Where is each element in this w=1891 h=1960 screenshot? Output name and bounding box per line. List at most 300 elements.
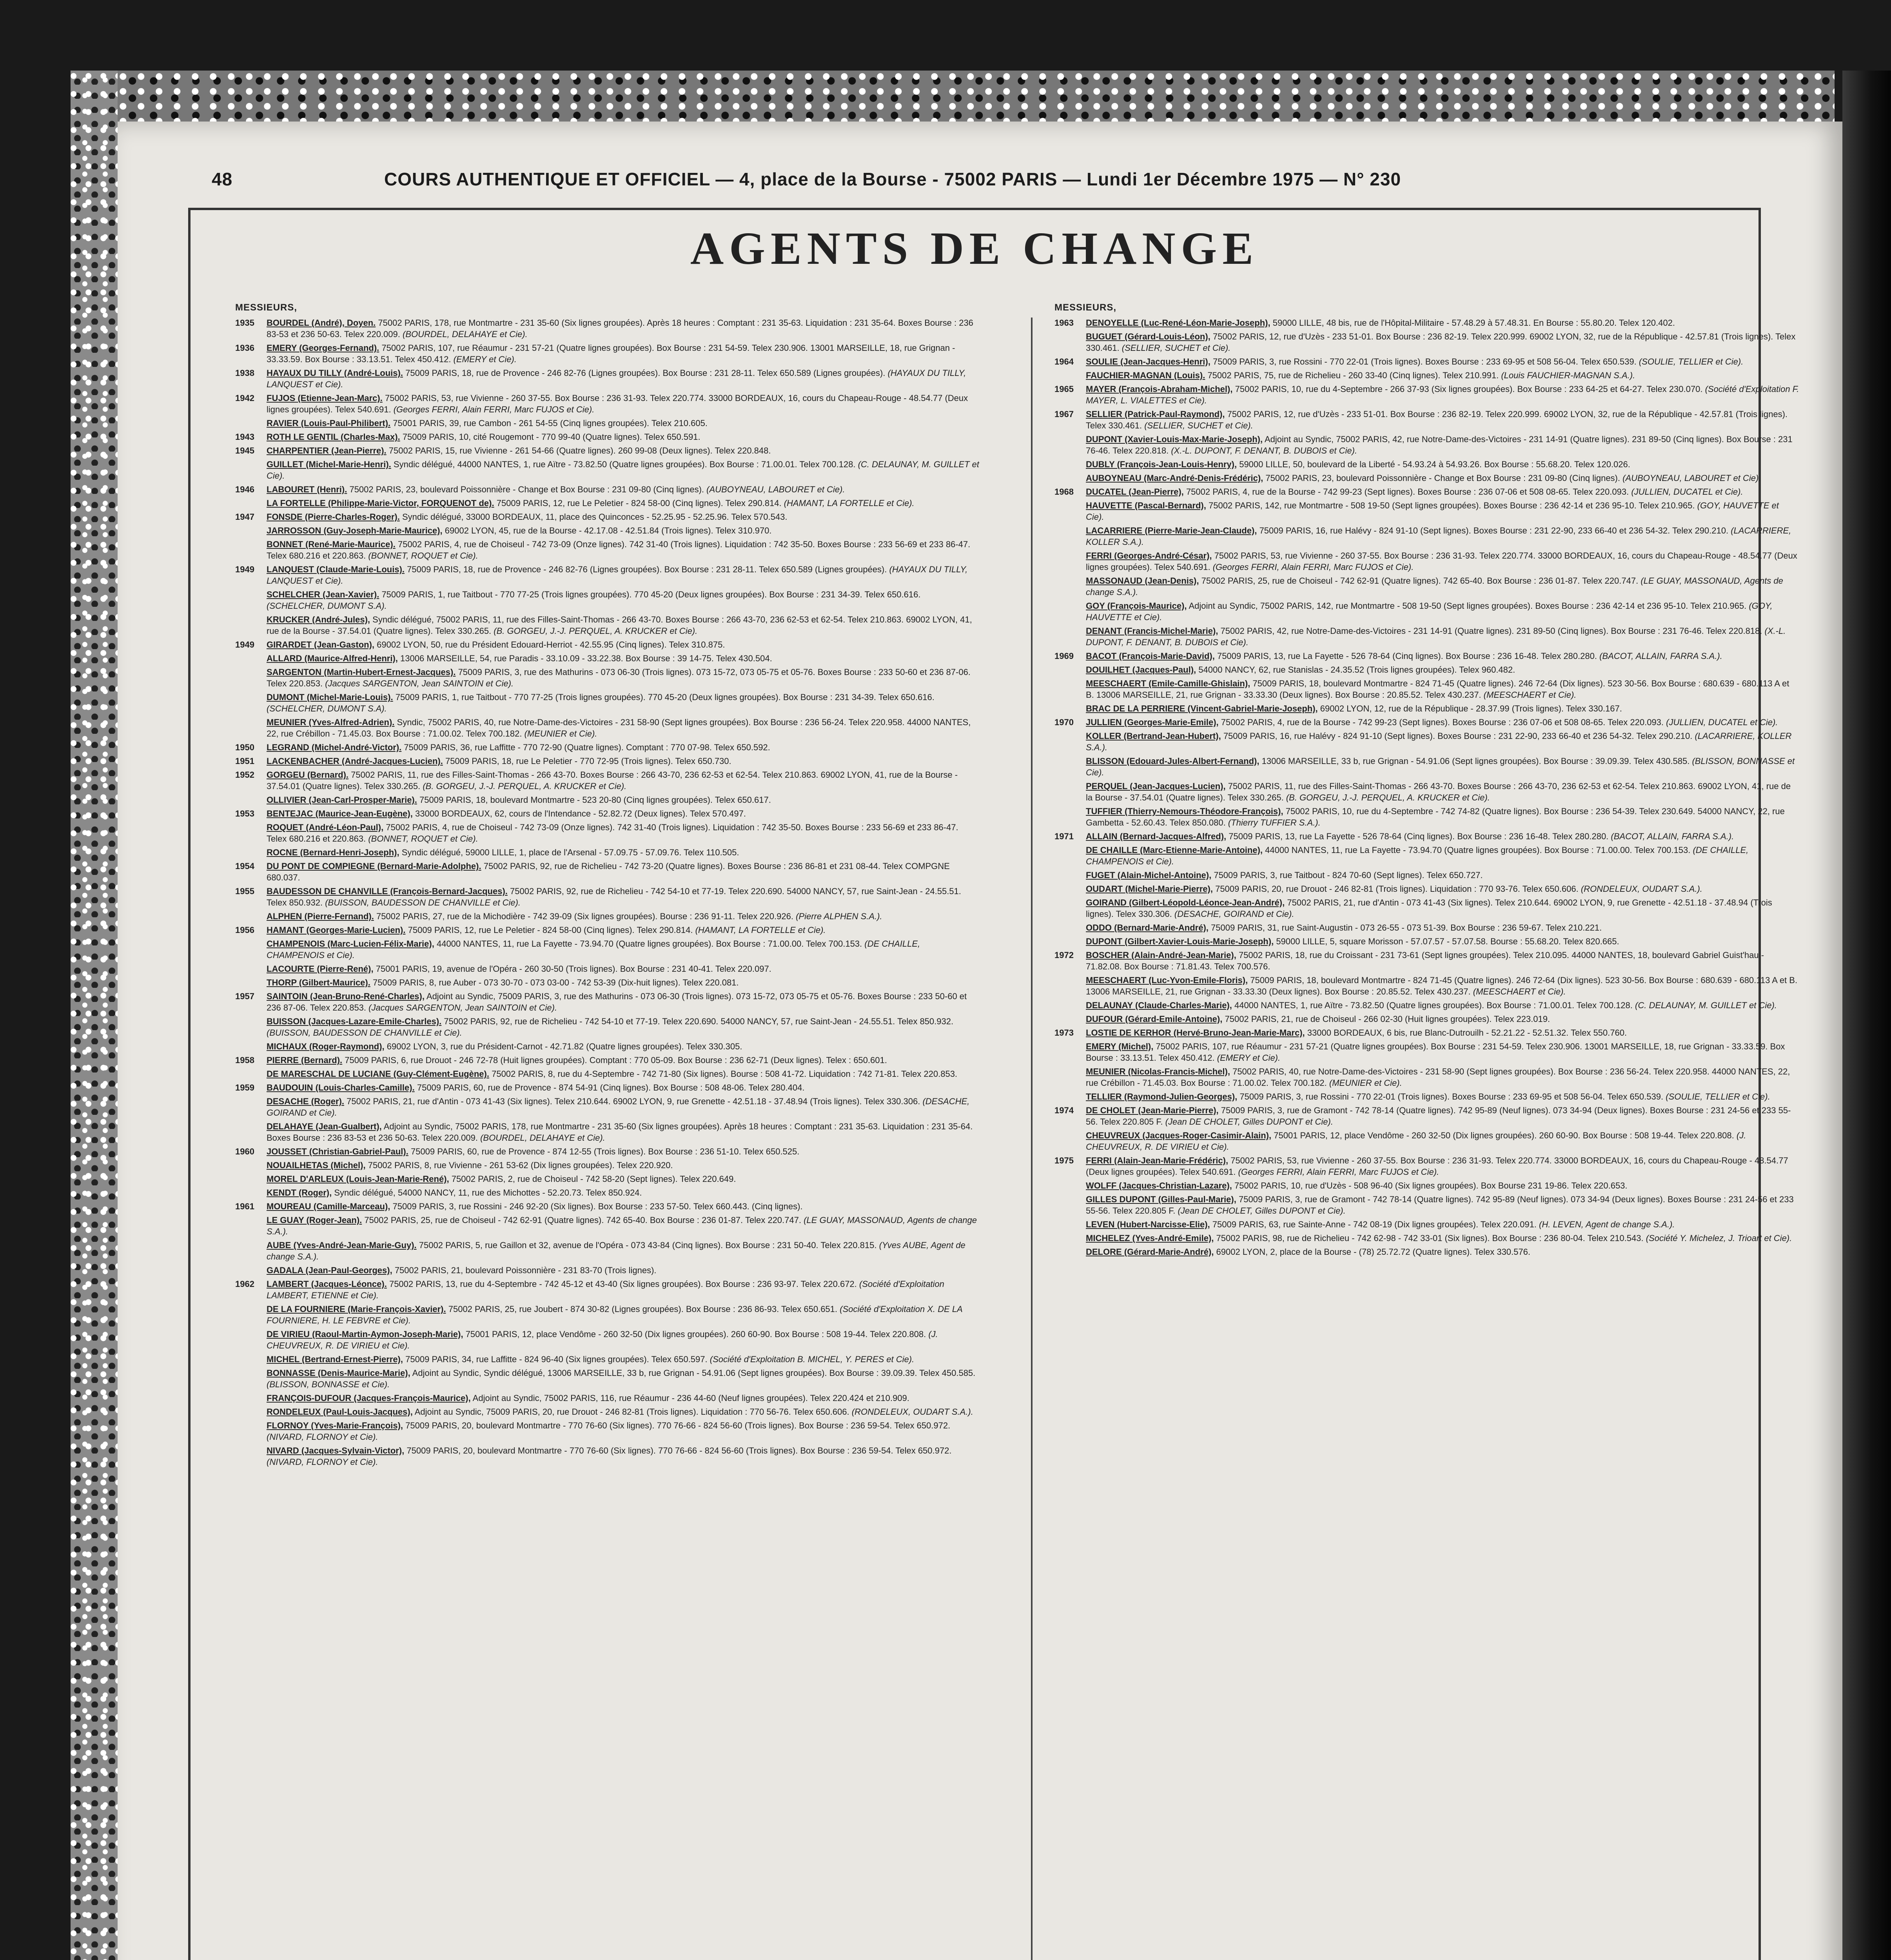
agent-details: 75009 PARIS, 18, boulevard Montmartre - 523 20-80 (Cinq lignes groupées). Telex 650.617.: [419, 795, 771, 805]
firm-name: (BLISSON, BONNASSE et Cie).: [1086, 756, 1795, 777]
agent-name: FONSDE (Pierre-Charles-Roger).: [267, 512, 400, 522]
agent-entry: [235, 977, 980, 988]
agent-entry: [1054, 459, 1799, 470]
agent-name: GORGEU (Bernard).: [267, 770, 349, 780]
agent-details: 75009 PARIS, 12, rue Le Peletier - 824 58-00 (Cinq lignes). Telex 290.814.: [496, 498, 782, 508]
agent-entry: [235, 1041, 980, 1052]
agent-name: GOY (François-Maurice),: [1086, 601, 1187, 611]
admission-year: 1949: [235, 564, 254, 574]
agent-details: 75009 PARIS, 34, rue Laffitte - 824 96-40 (Six lignes groupées). Telex 650.597.: [405, 1354, 708, 1364]
agent-name: MOUREAU (Camille-Marceau),: [267, 1201, 390, 1211]
agent-entry: [235, 317, 980, 340]
agent-entry: [235, 1054, 980, 1066]
agent-details: 75002 PARIS, 10, rue d'Uzès - 508 96-40 (Six lignes groupées). Box Bourse 231 19-86. Telex 220.653.: [1234, 1181, 1628, 1191]
firm-name: (Jean DE CHOLET, Gilles DUPONT et Cie).: [1165, 1117, 1333, 1127]
agent-details: 69002 LYON, 12, rue de la République - 28.37.99 (Trois lignes). Telex 330.167.: [1320, 704, 1622, 713]
agent-entry: [1054, 625, 1799, 648]
agent-entry: [235, 1406, 980, 1417]
agent-details: Syndic délégué, 54000 NANCY, 11, rue des Michottes - 52.20.73. Telex 850.924.: [334, 1188, 642, 1198]
agent-name: BRAC DE LA PERRIERE (Vincent-Gabriel-Marie-Joseph),: [1086, 704, 1318, 713]
agent-details: 75002 PARIS, 53, rue Vivienne - 260 37-55. Box Bourse : 236 31-93. Telex 220.774. 33000 BORDEAUX, 16, cours du Chapeau-Rouge - 48.54.77 (Deux lignes groupées). Telex 540.691.: [1086, 1156, 1788, 1177]
agent-name: ROCNE (Bernard-Henri-Joseph),: [267, 848, 399, 857]
agent-entry: [235, 924, 980, 936]
agent-name: FLORNOY (Yves-Marie-François),: [267, 1421, 403, 1430]
agent-details: 75009 PARIS, 18, boulevard Montmartre - 824 71-45 (Quatre lignes). 246 72-64 (Dix lignes). 523 30-56. Box Bourse : 680.639 - 680.113 A et B. 13006 MARSEILLE, 21, rue Grignan - 33.33.30 (Deux lignes). Box Bourse : 20.85.52. Telex 430.237.: [1086, 679, 1789, 700]
agent-name: BONNASSE (Denis-Maurice-Marie),: [267, 1368, 410, 1378]
firm-name: (J. CHEUVREUX, R. DE VIRIEU et Cie).: [1086, 1131, 1746, 1152]
agent-name: CHAMPENOIS (Marc-Lucien-Félix-Marie),: [267, 939, 434, 949]
agent-name: MEUNIER (Nicolas-Francis-Michel),: [1086, 1067, 1230, 1076]
agent-details: 75002 PARIS, 107, rue Réaumur - 231 57-21 (Quatre lignes groupées). Box Bourse : 231 54-59. Telex 230.906. 13001 MARSEILLE, 18, rue Grignan - 33.33.59. Box Bourse : 33.13.51. Telex 450.412.: [267, 343, 955, 364]
document-page: [118, 122, 1842, 1960]
admission-year: 1954: [235, 861, 254, 871]
agent-entry: [1054, 650, 1799, 662]
agent-entry: [235, 1328, 980, 1351]
firm-name: (X.-L. DUPONT, F. DENANT, B. DUBOIS et Cie).: [1086, 626, 1786, 647]
agent-details: 75009 PARIS, 6, rue Drouot - 246 72-78 (Huit lignes groupées). Comptant : 770 05-09. Box Bourse : 236 62-71 (Deux lignes). Telex : 650.601.: [345, 1055, 887, 1065]
agent-details: 75002 PARIS, 92, rue de Richelieu - 742 54-10 et 77-19. Telex 220.690. 54000 NANCY, 57, rue Saint-Jean - 24.55.51. Telex 850.932.: [267, 886, 961, 907]
entry-list: [1054, 317, 1799, 1258]
agent-entry: [235, 666, 980, 689]
agent-details: 59000 LILLE, 50, boulevard de la Liberté - 54.93.24 à 54.93.26. Box Bourse : 55.68.20. Telex 120.026.: [1239, 459, 1630, 469]
agent-name: BAUDOUIN (Louis-Charles-Camille).: [267, 1083, 415, 1093]
agent-name: ALPHEN (Pierre-Fernand).: [267, 911, 374, 921]
agent-details: 75009 PARIS, 3, rue de Gramont - 742 78-14 (Quatre lignes). 742 95-89 (Neuf lignes). 073 34-94 (Deux lignes). Boxes Bourse : 231 24-56 et 233 55-56. Telex 220.805 F.: [1086, 1194, 1794, 1216]
agent-details: 75009 PARIS, 1, rue Taitbout - 770 77-25 (Trois lignes groupées). 770 45-20 (Deux lignes groupées). Box Bourse : 231 34-39. Telex 650.616.: [395, 692, 935, 702]
agent-entry: [1054, 1041, 1799, 1063]
agent-entry: [1054, 869, 1799, 881]
agent-entry: [1054, 1013, 1799, 1025]
admission-year: 1971: [1054, 831, 1074, 841]
agent-details: 75009 PARIS, 13, rue La Fayette - 526 78-64 (Cinq lignes). Box Bourse : 236 16-48. Telex 280.280.: [1229, 831, 1609, 841]
agent-name: DELORE (Gérard-Marie-André),: [1086, 1247, 1214, 1257]
agent-entry: [235, 1187, 980, 1198]
agent-name: ALLARD (Maurice-Alfred-Henri),: [267, 653, 398, 663]
agent-details: 75002 PARIS, 8, rue du 4-Septembre - 742 71-80 (Six lignes). Bourse : 508 41-72. Liquidation : 742 71-81. Telex 220.853.: [492, 1069, 958, 1079]
firm-name: (BOURDEL, DELAHAYE et Cie).: [403, 329, 528, 339]
agent-details: Adjoint au Syndic, 75002 PARIS, 42, rue Notre-Dame-des-Victoires - 231 14-91 (Quatre lignes). 231 89-50 (Cinq lignes). Box Bourse : 231 76-46. Telex 220.818.: [1086, 434, 1793, 456]
agent-details: 75002 PARIS, 8, rue Vivienne - 261 53-62 (Dix lignes groupées). Telex 220.920.: [368, 1160, 673, 1170]
admission-year: 1959: [235, 1083, 254, 1093]
agent-entry: [235, 459, 980, 481]
agent-name: ROQUET (André-Léon-Paul),: [267, 822, 384, 832]
agent-details: 69002 LYON, 50, rue du Président Edouard-Herriot - 42.55.95 (Cinq lignes). Telex 310.875.: [377, 640, 725, 650]
firm-name: (EMERY et Cie).: [453, 354, 517, 364]
firm-name: (Georges FERRI, Alain FERRI, Marc FUJOS et Cie).: [1212, 562, 1414, 572]
admission-year: 1963: [1054, 318, 1074, 328]
agent-details: 75002 PARIS, 25, rue de Choiseul - 742 62-91 (Quatre lignes). 742 65-40. Box Bourse : 236 01-87. Telex 220.747.: [1201, 576, 1639, 586]
agent-name: DE CHAILLE (Marc-Etienne-Marie-Antoine),: [1086, 845, 1263, 855]
agent-name: JULLIEN (Georges-Marie-Emile),: [1086, 717, 1219, 727]
admission-year: 1964: [1054, 357, 1074, 367]
agent-name: BLISSON (Edouard-Jules-Albert-Fernand),: [1086, 756, 1259, 766]
agent-entry: [1054, 1232, 1799, 1244]
firm-name: (Yves AUBE, Agent de change S.A.).: [267, 1240, 965, 1261]
agent-entry: [235, 755, 980, 767]
agent-entry: [235, 1201, 980, 1212]
agent-details: Syndic, 75002 PARIS, 40, rue Notre-Dame-des-Victoires - 231 58-90 (Sept lignes groupées). Box Bourse : 236 56-24. Telex 220.958. 44000 NANTES, 22, rue Crébillon - 71.45.03. Box Bourse : 71.00.02. Telex 700.182.: [267, 717, 971, 739]
agent-details: 75001 PARIS, 19, avenue de l'Opéra - 260 30-50 (Trois lignes). Box Bourse : 231 40-41. Telex 220.097.: [376, 964, 771, 974]
firm-name: (SOULIE, TELLIER et Cie).: [1666, 1092, 1770, 1102]
agent-entry: [1054, 936, 1799, 947]
agent-entry: [1054, 1000, 1799, 1011]
agent-entry: [1054, 1105, 1799, 1127]
agent-name: GADALA (Jean-Paul-Georges),: [267, 1265, 392, 1275]
agent-entry: [1054, 1091, 1799, 1102]
admission-year: 1955: [235, 886, 254, 896]
agent-name: FERRI (Georges-André-César),: [1086, 551, 1212, 561]
agent-name: DU PONT DE COMPIEGNE (Bernard-Marie-Adolphe).: [267, 861, 481, 871]
agent-details: 75002 PARIS, 27, rue de la Michodière - 742 39-09 (Six lignes groupées). Bourse : 236 91-11. Telex 220.926.: [376, 911, 793, 921]
agent-entry: [1054, 331, 1799, 354]
agent-name: DUMONT (Michel-Marie-Louis).: [267, 692, 393, 702]
agent-entry: [1054, 1130, 1799, 1152]
agent-name: MEESCHAERT (Emile-Camille-Ghislain),: [1086, 679, 1250, 688]
agent-details: 75002 PARIS, 178, rue Montmartre - 231 35-60 (Six lignes groupées). Après 18 heures : Comptant : 231 35-63. Liquidation : 231 35-64. Boxes Bourse : 236 83-53 et 236 50-63. Telex 220.009.: [267, 318, 973, 339]
firm-name: (DESACHE, GOIRAND et Cie).: [1174, 909, 1294, 919]
agent-details: 75002 PARIS, 4, rue de Choiseul - 742 73-09 (Onze lignes). 742 31-40 (Trois lignes). Liquidation : 742 35-50. Boxes Bourse : 233 56-69 et 233 86-47. Telex 680.216 et 220.863.: [267, 822, 958, 844]
agent-entry: [235, 1278, 980, 1301]
agent-entry: [235, 991, 980, 1013]
admission-year: 1936: [235, 343, 254, 353]
admission-year: 1962: [235, 1279, 254, 1289]
entry-list: [235, 317, 980, 1468]
agent-details: 75009 PARIS, 3, rue Rossini - 770 22-01 (Trois lignes). Boxes Bourse : 233 69-95 et 508 56-04. Telex 650.539.: [1213, 357, 1637, 367]
agent-details: 75001 PARIS, 12, place Vendôme - 260 32-50 (Dix lignes groupées). 260 60-90. Box Bourse : 508 19-44. Telex 220.808.: [465, 1329, 926, 1339]
agent-name: HAUVETTE (Pascal-Bernard),: [1086, 501, 1206, 510]
agent-name: MAYER (François-Abraham-Michel),: [1086, 384, 1233, 394]
admission-year: 1953: [235, 809, 254, 818]
agent-details: 75009 PARIS, 31, rue Saint-Augustin - 073 26-55 - 073 51-39. Box Bourse : 236 59-67. Telex 210.221.: [1211, 923, 1602, 933]
agent-details: 75009 PARIS, 3, rue des Mathurins - 073 06-30 (Trois lignes). 073 15-72, 073 05-75 et 05-76. Boxes Bourse : 233 50-60 et 236 87-06. Telex 220.853.: [267, 667, 971, 688]
agent-name: PIERRE (Bernard).: [267, 1055, 343, 1065]
agent-details: 13006 MARSEILLE, 54, rue Paradis - 33.10.09 - 33.22.38. Box Bourse : 39 14-75. Telex 430.504.: [400, 653, 772, 663]
agent-details: Syndic délégué, 44000 NANTES, 1, rue Aïtre - 73.82.50 (Quatre lignes groupées). Box Bourse : 71.00.01. Telex 700.128.: [393, 459, 856, 469]
agent-name: TELLIER (Raymond-Julien-Georges),: [1086, 1092, 1238, 1102]
agent-details: 75009 PARIS, 3, rue Rossini - 246 92-20 (Six lignes). Box Bourse : 233 57-50. Telex 660.443. (Cinq lignes).: [392, 1201, 803, 1211]
agent-name: SCHELCHER (Jean-Xavier).: [267, 590, 379, 599]
firm-name: (SCHELCHER, DUMONT S.A).: [267, 601, 387, 611]
agent-details: 59000 LILLE, 5, square Morisson - 57.07.57 - 57.07.58. Bourse : 55.68.20. Telex 820.665.: [1276, 936, 1619, 946]
firm-name: (Jean DE CHOLET, Gilles DUPONT et Cie).: [1178, 1206, 1346, 1216]
firm-name: (H. LEVEN, Agent de change S.A.).: [1539, 1220, 1675, 1229]
agent-details: 75002 PARIS, 5, rue Gaillon et 32, avenue de l'Opéra - 073 43-84 (Cinq lignes). Box Bourse : 231 50-40. Telex 220.815.: [419, 1240, 877, 1250]
agent-details: Adjoint au Syndic, 75002 PARIS, 116, rue Réaumur - 236 44-60 (Neuf lignes groupées). Telex 220.424 et 210.909.: [472, 1393, 909, 1403]
agent-entry: [1054, 500, 1799, 523]
firm-name: (NIVARD, FLORNOY et Cie).: [267, 1457, 378, 1467]
agent-entry: [1054, 755, 1799, 778]
firm-name: (Jacques SARGENTON, Jean SAINTOIN et Cie).: [325, 679, 514, 688]
agent-details: 75002 PARIS, 75, rue de Richelieu - 260 33-40 (Cinq lignes). Telex 210.991.: [1207, 370, 1499, 380]
agent-details: 75009 PARIS, 1, rue Taitbout - 770 77-25 (Trois lignes groupées). 770 45-20 (Deux lignes groupées). Box Bourse : 231 34-39. Telex 650.616.: [381, 590, 921, 599]
admission-year: 1960: [235, 1147, 254, 1156]
agent-name: GUILLET (Michel-Marie-Henri).: [267, 459, 391, 469]
admission-year: 1945: [235, 446, 254, 456]
column-heading: MESSIEURS,: [235, 302, 298, 313]
admission-year: 1935: [235, 318, 254, 328]
admission-year: 1950: [235, 742, 254, 752]
agent-entry: [1054, 897, 1799, 920]
column-heading: MESSIEURS,: [1054, 302, 1117, 313]
agent-entry: [1054, 1180, 1799, 1191]
agent-entry: [235, 392, 980, 415]
agent-details: 75002 PARIS, 98, rue de Richelieu - 742 62-98 - 742 33-01 (Six lignes). Box Bourse : 236 80-04. Telex 210.543.: [1216, 1233, 1644, 1243]
agent-details: 54000 NANCY, 62, rue Stanislas - 24.35.52 (Trois lignes groupées). Telex 960.482.: [1198, 665, 1515, 675]
agent-details: 75002 PARIS, 13, rue du 4-Septembre - 742 45-12 et 43-40 (Six lignes groupées). Box Bourse : 236 93-97. Telex 220.672.: [389, 1279, 857, 1289]
agent-name: GOIRAND (Gilbert-Léopold-Léonce-Jean-André),: [1086, 898, 1285, 907]
agent-name: LA FORTELLE (Philippe-Marie-Victor, FORQUENOT de).: [267, 498, 494, 508]
firm-name: (C. DELAUNAY, M. GUILLET et Cie).: [267, 459, 979, 481]
agent-entry: [235, 938, 980, 961]
agent-entry: [235, 886, 980, 908]
firm-name: (Société d'Exploitation LAMBERT, ETIENNE et Cie).: [267, 1279, 944, 1300]
agent-details: 59000 LILLE, 48 bis, rue de l'Hôpital-Militaire - 57.48.29 à 57.48.31. En Bourse : 55.80.20. Telex 120.402.: [1272, 318, 1675, 328]
agent-details: 75002 PARIS, 21, rue de Choiseul - 266 02-30 (Huit lignes groupées). Telex 223.019.: [1225, 1014, 1550, 1024]
agent-name: FRANÇOIS-DUFOUR (Jacques-François-Maurice),: [267, 1393, 471, 1403]
agent-details: 75002 PARIS, 12, rue d'Uzès - 233 51-01. Box Bourse : 236 82-19. Telex 220.999. 69002 LYON, 32, rue de la République - 42.57.81 (Trois lignes). Telex 330.461.: [1086, 332, 1796, 353]
agent-name: GILLES DUPONT (Gilles-Paul-Marie),: [1086, 1194, 1236, 1204]
firm-name: (BOURDEL, DELAHAYE et Cie).: [480, 1133, 605, 1143]
agent-details: 75009 PARIS, 12, rue Le Peletier - 824 58-00 (Cinq lignes). Telex 290.814.: [408, 925, 693, 935]
agent-name: FAUCHIER-MAGNAN (Louis).: [1086, 370, 1205, 380]
firm-name: (LE GUAY, MASSONAUD, Agents de change S.A.).: [267, 1215, 977, 1236]
agent-details: 75009 PARIS, 63, rue Sainte-Anne - 742 08-19 (Dix lignes groupées). Telex 220.091.: [1212, 1220, 1537, 1229]
firm-name: (J. CHEUVREUX, R. DE VIRIEU et Cie).: [267, 1329, 938, 1350]
agent-name: LABOURET (Henri).: [267, 485, 347, 494]
firm-name: (Société d'Exploitation B. MICHEL, Y. PERES et Cie).: [710, 1354, 915, 1364]
agent-name: SOULIE (Jean-Jacques-Henri),: [1086, 357, 1210, 367]
admission-year: 1974: [1054, 1105, 1074, 1115]
agent-name: SELLIER (Patrick-Paul-Raymond),: [1086, 409, 1225, 419]
firm-name: (HAYAUX DU TILLY, LANQUEST et Cie).: [267, 368, 966, 389]
admission-year: 1975: [1054, 1156, 1074, 1165]
agent-entry: [235, 794, 980, 806]
agent-details: 75009 PARIS, 18, rue de Provence - 246 82-76 (Lignes groupées). Box Bourse : 231 28-11. Telex 650.589 (Lignes groupées).: [407, 564, 887, 574]
agent-details: 75009 PARIS, 10, cité Rougemont - 770 99-40 (Quatre lignes). Telex 650.591.: [402, 432, 701, 442]
firm-name: (SOULIE, TELLIER et Cie).: [1639, 357, 1744, 367]
agent-details: 75002 PARIS, 142, rue Montmartre - 508 19-50 (Sept lignes groupées). Boxes Bourse : 236 42-14 et 236 95-10. Telex 210.965.: [1208, 501, 1695, 510]
agent-details: 75009 PARIS, 16, rue Halévy - 824 91-10 (Sept lignes). Boxes Bourse : 231 22-90, 233 66-40 et 236 54-32. Telex 290.210.: [1259, 526, 1729, 535]
agent-name: JOUSSET (Christian-Gabriel-Paul).: [267, 1147, 408, 1156]
agent-name: MEESCHAERT (Luc-Yvon-Emile-Floris),: [1086, 975, 1248, 985]
agent-name: MICHEL (Bertrand-Ernest-Pierre),: [267, 1354, 403, 1364]
agent-entry: [1054, 883, 1799, 895]
firm-name: (GOY, HAUVETTE et Cie).: [1086, 501, 1779, 522]
agent-entry: [235, 564, 980, 586]
right-column: [1054, 302, 1799, 1260]
agent-entry: [1054, 1246, 1799, 1258]
firm-name: (BLISSON, BONNASSE et Cie).: [267, 1379, 390, 1389]
agent-name: OUDART (Michel-Marie-Pierre),: [1086, 884, 1213, 894]
agent-entry: [235, 742, 980, 753]
agent-details: Adjoint au Syndic, 75002 PARIS, 178, rue Montmartre - 231 35-60 (Six lignes groupées). Après 18 heures : Comptant : 231 35-63. Liquidation : 231 35-64. Boxes Bourse : 236 83-53 et 236 50-63. Telex 220.009.: [267, 1122, 973, 1143]
agent-details: 75002 PARIS, 10, rue du 4-Septembre - 742 74-82 (Quatre lignes). Box Bourse : 236 54-39. Telex 230.649. 54000 NANCY, 22, rue Gambetta - 52.60.43. Telex 850.080.: [1086, 806, 1785, 828]
agent-entry: [1054, 383, 1799, 406]
firm-name: (JULLIEN, DUCATEL et Cie).: [1631, 487, 1743, 497]
agent-details: Syndic délégué, 59000 LILLE, 1, place de l'Arsenal - 57.09.75 - 57.09.76. Telex 110.505.: [401, 848, 739, 857]
column-divider: [1031, 318, 1033, 1960]
agent-entry: [1054, 1194, 1799, 1216]
agent-entry: [235, 1068, 980, 1080]
firm-name: (Société d'Exploitation F. MAYER, L. VIALETTES et Cie).: [1086, 384, 1799, 405]
firm-name: (SELLIER, SUCHET et Cie).: [1144, 421, 1253, 430]
book-spine: [1842, 71, 1891, 1960]
agent-entry: [1054, 1027, 1799, 1038]
agent-name: BACOT (François-Marie-David),: [1086, 651, 1215, 661]
agent-details: 75009 PARIS, 16, rue Halévy - 824 91-10 (Sept lignes). Boxes Bourse : 231 22-90, 233 66-40 et 236 54-32. Telex 290.210.: [1223, 731, 1693, 741]
agent-details: 75002 PARIS, 53, rue Vivienne - 260 37-55. Box Bourse : 236 31-93. Telex 220.774. 33000 BORDEAUX, 16, cours du Chapeau-Rouge - 48.54.77 (Deux lignes groupées). Telex 540.691.: [1086, 551, 1797, 572]
agent-name: KENDT (Roger),: [267, 1188, 332, 1198]
admission-year: 1956: [235, 925, 254, 935]
agent-details: 75002 PARIS, 25, rue Joubert - 874 30-82 (Lignes groupées). Box Bourse : 236 86-93. Telex 650.651.: [448, 1304, 838, 1314]
agent-name: OLLIVIER (Jean-Carl-Prosper-Marie).: [267, 795, 417, 805]
agent-details: 75002 PARIS, 11, rue des Filles-Saint-Thomas - 266 43-70. Boxes Bourse : 266 43-70, 236 62-53 et 62-54. Telex 210.863. 69002 LYON, 41, rue de la Bourse - 37.54.01 (Quatre lignes). Telex 330.265.: [1086, 781, 1791, 802]
agent-details: 75002 PARIS, 92, rue de Richelieu - 742 73-20 (Quatre lignes). Boxes Bourse : 236 86-81 et 231 08-44. Telex COMPGNE 680.037.: [267, 861, 950, 882]
agent-entry: [1054, 370, 1799, 381]
agent-entry: [235, 1240, 980, 1262]
left-column: [235, 302, 980, 1470]
agent-name: JARROSSON (Guy-Joseph-Marie-Maurice),: [267, 526, 443, 535]
firm-name: (MEESCHAERT et Cie).: [1483, 690, 1577, 700]
admission-year: 1938: [235, 368, 254, 378]
agent-details: 75009 PARIS, 3, rue de Gramont - 742 78-14 (Quatre lignes). 742 95-89 (Neuf lignes). 073 34-94 (Deux lignes). Boxes Bourse : 231 24-56 et 233 55-56. Telex 220.805 F.: [1086, 1105, 1791, 1127]
agent-entry: [1054, 806, 1799, 828]
agent-details: 75002 PARIS, 18, rue du Croissant - 231 73-61 (Sept lignes groupées). Telex 210.095. 44000 NANTES, 18, boulevard Gabriel Guist'hau - 71.82.08. Box Bourse : 71.81.43. Telex 700.576.: [1086, 950, 1764, 971]
admission-year: 1970: [1054, 717, 1074, 727]
running-title: COURS AUTHENTIQUE ET OFFICIEL — 4, place de la Bourse - 75002 PARIS — Lundi 1er Décembre 1975 — N° 230: [384, 169, 1401, 189]
agent-details: 75002 PARIS, 40, rue Notre-Dame-des-Victoires - 231 58-90 (Sept lignes groupées). Box Bourse : 236 56-24. Telex 220.958. 44000 NANTES, 22, rue Crébillon - 71.45.03. Box Bourse : 71.00.02. Telex 700.182.: [1086, 1067, 1790, 1088]
firm-name: (B. GORGEU, J.-J. PERQUEL, A. KRUCKER et Cie).: [423, 781, 627, 791]
firm-name: (LACARRIERE, KOLLER S.A.).: [1086, 731, 1792, 752]
agent-details: 75002 PARIS, 2, rue de Choiseul - 742 58-20 (Sept lignes). Telex 220.649.: [451, 1174, 736, 1184]
firm-name: (C. DELAUNAY, M. GUILLET et Cie).: [1635, 1000, 1777, 1010]
agent-details: 75002 PARIS, 25, rue de Choiseul - 742 62-91 (Quatre lignes). 742 65-40. Box Bourse : 236 01-87. Telex 220.747.: [364, 1215, 801, 1225]
agent-name: SAINTOIN (Jean-Bruno-René-Charles),: [267, 991, 425, 1001]
agent-entry: [235, 1303, 980, 1326]
firm-name: (BONNET, ROQUET et Cie).: [368, 551, 478, 561]
agent-name: CHEUVREUX (Jacques-Roger-Casimir-Alain),: [1086, 1131, 1272, 1140]
agent-entry: [1054, 1066, 1799, 1089]
agent-name: BUGUET (Gérard-Louis-Léon),: [1086, 332, 1210, 341]
agent-details: 33000 BORDEAUX, 62, cours de l'Intendance - 52.82.72 (Deux lignes). Telex 570.497.: [415, 809, 746, 818]
agent-name: BONNET (René-Marie-Maurice).: [267, 539, 396, 549]
agent-details: 75002 PARIS, 53, rue Vivienne - 260 37-55. Box Bourse : 236 31-93. Telex 220.774. 33000 BORDEAUX, 16, cours du Chapeau-Rouge - 48.54.77 (Deux lignes groupées). Telex 540.691.: [267, 393, 968, 414]
agent-entry: [1054, 550, 1799, 573]
agent-name: DUPONT (Xavier-Louis-Max-Marie-Joseph),: [1086, 434, 1263, 444]
firm-name: (BUISSON, BAUDESSON DE CHANVILLE et Cie).: [325, 898, 521, 907]
agent-name: DUBLY (François-Jean-Louis-Henry),: [1086, 459, 1237, 469]
agent-entry: [1054, 356, 1799, 367]
agent-entry: [235, 963, 980, 975]
agent-entry: [235, 1354, 980, 1365]
agent-entry: [1054, 717, 1799, 728]
agent-name: DUCATEL (Jean-Pierre),: [1086, 487, 1184, 497]
firm-name: (RONDELEUX, OUDART S.A.).: [1581, 884, 1702, 894]
agent-name: MASSONAUD (Jean-Denis),: [1086, 576, 1199, 586]
admission-year: 1961: [235, 1201, 254, 1211]
admission-year: 1957: [235, 991, 254, 1001]
agent-details: 75002 PARIS, 15, rue Vivienne - 261 54-66 (Quatre lignes). 260 99-08 (Deux lignes). Telex 220.848.: [388, 446, 771, 456]
firm-name: (DE CHAILLE, CHAMPENOIS et Cie).: [1086, 845, 1749, 866]
agent-name: LACARRIERE (Pierre-Marie-Jean-Claude),: [1086, 526, 1257, 535]
agent-entry: [235, 1420, 980, 1443]
agent-entry: [235, 1082, 980, 1093]
agent-entry: [235, 1367, 980, 1390]
agent-name: DUPONT (Gilbert-Xavier-Louis-Marie-Joseph),: [1086, 936, 1274, 946]
agent-entry: [1054, 844, 1799, 867]
agent-name: BAUDESSON DE CHANVILLE (François-Bernard-Jacques).: [267, 886, 508, 896]
agent-entry: [235, 639, 980, 650]
agent-name: DESACHE (Roger).: [267, 1096, 345, 1106]
agent-name: DE VIRIEU (Raoul-Martin-Aymon-Joseph-Marie),: [267, 1329, 463, 1339]
agent-entry: [1054, 780, 1799, 803]
agent-details: 75002 PARIS, 10, rue du 4-Septembre - 266 37-93 (Six lignes groupées). Box Bourse : 233 64-25 et 64-27. Telex 230.070.: [1235, 384, 1703, 394]
firm-name: (B. GORGEU, J.-J. PERQUEL, A. KRUCKER et Cie).: [494, 626, 698, 636]
agent-name: BOSCHER (Alain-André-Jean-Marie),: [1086, 950, 1236, 960]
agent-entry: [235, 1173, 980, 1185]
agent-entry: [235, 1445, 980, 1468]
agent-entry: [1054, 831, 1799, 842]
agent-details: Syndic délégué, 75002 PARIS, 11, rue des Filles-Saint-Thomas - 266 43-70. Boxes Bourse : 266 43-70, 236 62-53 et 62-54. Telex 210.863. 69002 LYON, 41, rue de la Bourse - 37.54.01 (Quatre lignes). Telex 330.265.: [267, 615, 972, 636]
agent-name: DENANT (Francis-Michel-Marie),: [1086, 626, 1218, 636]
agent-details: 75009 PARIS, 18, rue de Provence - 246 82-76 (Lignes groupées). Box Bourse : 231 28-11. Telex 650.589 (Lignes groupées).: [405, 368, 886, 378]
firm-name: (EMERY et Cie).: [1217, 1053, 1281, 1063]
agent-entry: [235, 614, 980, 637]
admission-year: 1942: [235, 393, 254, 403]
agent-entry: [1054, 975, 1799, 997]
agent-entry: [235, 1016, 980, 1038]
agent-entry: [1054, 703, 1799, 714]
agent-details: 75002 PARIS, 107, rue Réaumur - 231 57-21 (Quatre lignes groupées). Box Bourse : 231 54-59. Telex 230.906. 13001 MARSEILLE, 18, rue Grignan - 33.33.59. Box Bourse : 33.13.51. Telex 450.412.: [1086, 1042, 1785, 1063]
admission-year: 1946: [235, 485, 254, 494]
agent-entry: [235, 911, 980, 922]
agent-details: 75002 PARIS, 11, rue des Filles-Saint-Thomas - 266 43-70. Boxes Bourse : 266 43-70, 236 62-53 et 62-54. Telex 210.863. 69002 LYON, 41, rue de la Bourse - 37.54.01 (Quatre lignes). Telex 330.265.: [267, 770, 958, 791]
agent-entry: [235, 847, 980, 858]
firm-name: (Thierry TUFFIER S.A.).: [1228, 818, 1321, 828]
firm-name: (Jacques SARGENTON, Jean SAINTOIN et Cie).: [368, 1003, 557, 1013]
agent-details: 75002 PARIS, 21, boulevard Poissonnière - 231 83-70 (Trois lignes).: [394, 1265, 657, 1275]
agent-details: 75002 PARIS, 21, rue d'Antin - 073 41-43 (Six lignes). Telex 210.644. 69002 LYON, 9, rue Grenette - 42.51.18 - 37.48.94 (Trois lignes). Telex 330.306.: [1086, 898, 1772, 919]
firm-name: (Société d'Exploitation X. DE LA FOURNIERE, H. LE FEBVRE et Cie).: [267, 1304, 962, 1325]
agent-entry: [235, 431, 980, 443]
firm-name: (Georges FERRI, Alain FERRI, Marc FUJOS et Cie).: [1238, 1167, 1439, 1177]
admission-year: 1943: [235, 432, 254, 442]
agent-name: ODDO (Bernard-Marie-André),: [1086, 923, 1209, 933]
agent-name: BENTEJAC (Maurice-Jean-Eugène),: [267, 809, 413, 818]
firm-name: (MEUNIER et Cie).: [524, 729, 597, 739]
agent-entry: [235, 1096, 980, 1118]
agent-entry: [235, 1146, 980, 1157]
firm-name: (HAMANT, LA FORTELLE et Cie).: [695, 925, 826, 935]
firm-name: (DE CHAILLE, CHAMPENOIS et Cie).: [267, 939, 920, 960]
agent-details: 75002 PARIS, 23, boulevard Poissonnière - Change et Box Bourse : 231 09-80 (Cinq lignes).: [1265, 473, 1620, 483]
admission-year: 1952: [235, 770, 254, 780]
agent-name: MICHELEZ (Yves-André-Emile),: [1086, 1233, 1214, 1243]
firm-name: (AUBOYNEAU, LABOURET et Cie).: [1622, 473, 1761, 483]
agent-name: NIVARD (Jacques-Sylvain-Victor),: [267, 1446, 405, 1455]
firm-name: (Georges FERRI, Alain FERRI, Marc FUJOS et Cie).: [393, 405, 595, 414]
agent-details: 44000 NANTES, 1, rue Aïtre - 73.82.50 (Quatre lignes groupées). Box Bourse : 71.00.01. Telex 700.128.: [1234, 1000, 1633, 1010]
agent-entry: [1054, 317, 1799, 328]
agent-details: 75009 PARIS, 3, rue Rossini - 770 22-01 (Trois lignes). Boxes Bourse : 233 69-95 et 508 56-04. Telex 650.539.: [1239, 1092, 1664, 1102]
agent-name: FERRI (Alain-Jean-Marie-Frédéric),: [1086, 1156, 1229, 1165]
agent-details: 75002 PARIS, 4, rue de la Bourse - 742 99-23 (Sept lignes). Boxes Bourse : 236 07-06 et 508 08-65. Telex 220.093.: [1221, 717, 1664, 727]
agent-entry: [235, 525, 980, 536]
agent-name: FUGET (Alain-Michel-Antoine),: [1086, 870, 1212, 880]
agent-name: RONDELEUX (Paul-Louis-Jacques),: [267, 1407, 413, 1417]
agent-name: LACOURTE (Pierre-René),: [267, 964, 374, 974]
firm-name: (JULLIEN, DUCATEL et Cie).: [1666, 717, 1778, 727]
